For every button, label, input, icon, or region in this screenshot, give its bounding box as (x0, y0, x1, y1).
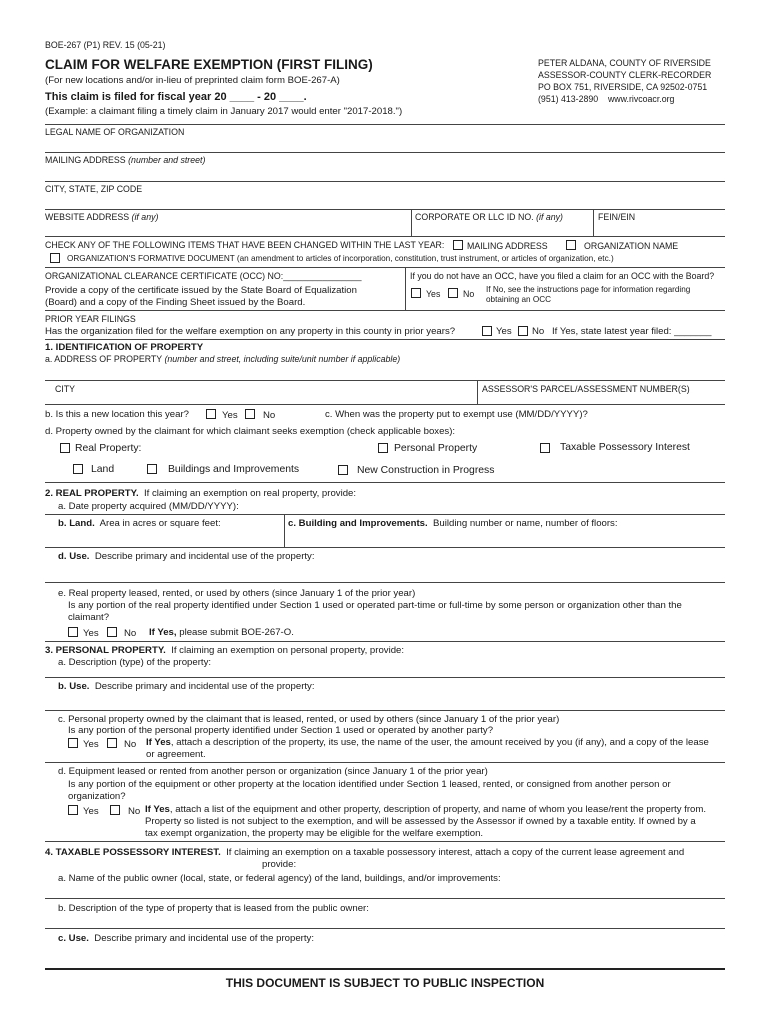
public-owner-field[interactable] (45, 885, 725, 897)
equipment-leased-if-yes: If Yes, attach a list of the equipment and other property, description of property, and name of whom you lease/rent the property from. (145, 804, 707, 815)
section2-heading: 2. REAL PROPERTY. If claiming an exemption on real property, provide: (45, 488, 357, 499)
divider (45, 124, 725, 125)
website-label: WEBSITE ADDRESS (if any) (45, 212, 159, 222)
agency-line1: PETER ALDANA, COUNTY OF RIVERSIDE (538, 58, 711, 68)
section3-heading: 3. PERSONAL PROPERTY. If claiming an exemption on personal property, provide: (45, 645, 405, 656)
new-location-no-label: No (263, 410, 276, 421)
legal-name-field[interactable] (45, 138, 725, 151)
possessory-use-field[interactable] (45, 945, 725, 967)
property-address-field[interactable] (45, 365, 725, 379)
possessory-use-label: c. Use. Describe primary and incidental use of the property: (58, 933, 314, 944)
buildings-label: Buildings and Improvements (168, 464, 300, 475)
new-location-yes-label: Yes (222, 410, 238, 421)
occ-yes-label: Yes (426, 289, 441, 299)
occ-yes-checkbox[interactable] (411, 288, 421, 298)
taxable-possessory-label: Taxable Possessory Interest (560, 442, 690, 453)
prior-year-no-checkbox[interactable] (518, 326, 528, 336)
new-location-question: b. Is this a new location this year? (45, 409, 189, 420)
agency-block (538, 57, 711, 105)
personal-use-field[interactable] (45, 693, 725, 709)
equipment-leased-yes-checkbox[interactable] (68, 805, 78, 815)
formative-doc-changed-label: ORGANIZATION'S FORMATIVE DOCUMENT (an amendment to articles of incorporation, constitution, trust instrument, or articles of organization, etc.) (67, 254, 614, 263)
real-leased-if-yes: If Yes, please submit BOE-267-O. (149, 627, 294, 638)
mailing-address-field[interactable] (45, 166, 725, 180)
mailing-address-changed-label: MAILING ADDRESS (467, 241, 548, 251)
real-property-label: Real Property: (75, 443, 142, 454)
prior-year-latest: If Yes, state latest year filed: _______ (552, 326, 712, 337)
equipment-leased-line1: d. Equipment leased or rented from another person or organization (since January 1 of the prior year) (58, 766, 488, 777)
form-title: CLAIM FOR WELFARE EXEMPTION (FIRST FILING) (45, 57, 373, 72)
agency-line3: PO BOX 751, RIVERSIDE, CA 92502-0751 (538, 82, 708, 92)
real-leased-line3: claimant? (68, 612, 110, 623)
prior-year-yes-label: Yes (496, 326, 512, 337)
prior-year-yes-checkbox[interactable] (482, 326, 492, 336)
org-name-changed-checkbox[interactable] (566, 240, 576, 250)
occ-number-label: ORGANIZATIONAL CLEARANCE CERTIFICATE (OCC) NO:________________ (45, 271, 362, 281)
real-property-checkbox[interactable] (60, 443, 70, 453)
mailing-address-label: MAILING ADDRESS (number and street) (45, 155, 206, 165)
prior-year-no-label: No (532, 326, 545, 337)
building-improvements-label: c. Building and Improvements. Building number or name, number of floors: (288, 518, 618, 529)
prior-year-question: Has the organization filed for the welfare exemption on any property in this county in prior years? (45, 326, 456, 337)
occ-question: If you do not have an OCC, have you filed a claim for an OCC with the Board? (410, 271, 715, 281)
real-leased-yes-label: Yes (83, 628, 99, 639)
fiscal-year-example: (Example: a claimant filing a timely claim in January 2017 would enter "2017-2018.") (45, 106, 403, 117)
personal-leased-line1: c. Personal property owned by the claimant that is leased, rented, or used by others (since January 1 of the prior year) (58, 714, 560, 725)
exempt-use-date-question: c. When was the property put to exempt use (MM/DD/YYYY)? (325, 409, 588, 420)
personal-use-label: b. Use. Describe primary and incidental use of the property: (58, 681, 315, 692)
personal-property-checkbox[interactable] (378, 443, 388, 453)
owned-property-question: d. Property owned by the claimant for which claimant seeks exemption (check applicable boxes): (45, 426, 456, 437)
mailing-address-changed-checkbox[interactable] (453, 240, 463, 250)
corporate-id-label: CORPORATE OR LLC ID NO. (if any) (415, 212, 563, 222)
personal-property-label: Personal Property (394, 443, 478, 454)
equipment-leased-line3: organization? (68, 791, 126, 802)
agency-website[interactable]: www.rivcoacr.org (607, 94, 675, 104)
apn-label: ASSESSOR'S PARCEL/ASSESSMENT NUMBER(S) (482, 384, 690, 394)
changes-prompt: CHECK ANY OF THE FOLLOWING ITEMS THAT HAVE BEEN CHANGED WITHIN THE LAST YEAR: (45, 240, 445, 250)
footer-rule (45, 968, 725, 970)
section4-heading-cont: provide: (262, 859, 297, 870)
equipment-leased-yes-label: Yes (83, 806, 99, 817)
personal-leased-no-label: No (124, 739, 137, 750)
personal-leased-no-checkbox[interactable] (107, 738, 117, 748)
real-use-field[interactable] (45, 563, 725, 581)
equipment-leased-cont1: Property so listed is not subject to the exemption, and will be assessed by the Assessor if owned by a taxable entity. If owned by a (145, 816, 696, 827)
equipment-leased-cont2: tax exempt organization, the property may be eligible for the welfare exemption. (145, 828, 484, 839)
formative-doc-changed-checkbox[interactable] (50, 253, 60, 263)
real-use-label: d. Use. Describe primary and incidental use of the property: (58, 551, 315, 562)
land-label: Land (91, 464, 115, 475)
date-acquired-field[interactable] (250, 500, 725, 512)
land-area-label: b. Land. Area in acres or square feet: (58, 518, 221, 529)
new-location-no-checkbox[interactable] (245, 409, 255, 419)
section1-heading: 1. IDENTIFICATION OF PROPERTY (45, 342, 204, 353)
property-city-label: CITY (55, 384, 76, 394)
occ-no-label: No (463, 289, 475, 299)
personal-leased-yes-checkbox[interactable] (68, 738, 78, 748)
equipment-leased-no-checkbox[interactable] (110, 805, 120, 815)
agency-phone: (951) 413-2890 (538, 94, 599, 104)
real-leased-no-checkbox[interactable] (107, 627, 117, 637)
taxable-possessory-checkbox[interactable] (540, 443, 550, 453)
occ-provide-line1: Provide a copy of the certificate issued by the State Board of Equalization (45, 285, 357, 296)
leased-property-type-label: b. Description of the type of property that is leased from the public owner: (58, 903, 369, 914)
fiscal-year-line: This claim is filed for fiscal year 20 ____ - 20 ____. (45, 91, 307, 103)
prior-year-heading: PRIOR YEAR FILINGS (45, 314, 136, 324)
equipment-leased-line2: Is any portion of the equipment or other property at the location identified under Section 1 leased, rented, or consigned from another person or (68, 779, 671, 790)
fein-label: FEIN/EIN (598, 212, 636, 222)
personal-description-field[interactable] (45, 668, 725, 676)
real-leased-line1: e. Real property leased, rented, or used by others (since January 1 of the prior year) (58, 588, 416, 599)
new-construction-label: New Construction in Progress (357, 465, 495, 476)
real-leased-yes-checkbox[interactable] (68, 627, 78, 637)
city-state-zip-field[interactable] (45, 195, 725, 209)
personal-leased-line2: Is any portion of the personal property identified under Section 1 used or operated by another party? (68, 725, 494, 736)
buildings-checkbox[interactable] (147, 464, 157, 474)
form-number: BOE-267 (P1) REV. 15 (05-21) (45, 40, 166, 50)
form-subtitle: (For new locations and/or in-lieu of preprinted claim form BOE-267-A) (45, 75, 340, 86)
agency-line2: ASSESSOR-COUNTY CLERK-RECORDER (538, 70, 712, 80)
legal-name-label: LEGAL NAME OF ORGANIZATION (45, 127, 185, 137)
new-construction-checkbox[interactable] (338, 465, 348, 475)
personal-description-label: a. Description (type) of the property: (58, 657, 212, 668)
org-name-changed-label: ORGANIZATION NAME (584, 241, 679, 251)
personal-leased-if-yes: If Yes, attach a description of the property, its use, the name of the user, the amount received by you (if any), and a copy of the lease (146, 737, 709, 748)
real-leased-line2: Is any portion of the real property identified under Section 1 used or operated part-time or full-time by some person or organization other than the (68, 600, 682, 611)
section4-heading: 4. TAXABLE POSSESSORY INTEREST. If claiming an exemption on a taxable possessory interest, attach a copy of the current lease agreement and (45, 847, 685, 858)
equipment-leased-no-label: No (128, 806, 141, 817)
public-owner-label: a. Name of the public owner (local, state, or federal agency) of the land, buildings, and/or improvements: (58, 873, 501, 884)
personal-leased-yes-label: Yes (83, 739, 99, 750)
occ-provide-line2: (Board) and a copy of the Finding Sheet issued by the Board. (45, 297, 306, 308)
land-checkbox[interactable] (73, 464, 83, 474)
personal-leased-if-yes-cont: or agreement. (146, 749, 206, 760)
date-acquired-label: a. Date property acquired (MM/DD/YYYY): (58, 501, 239, 512)
public-inspection-notice: THIS DOCUMENT IS SUBJECT TO PUBLIC INSPECTION (225, 976, 545, 990)
new-location-yes-checkbox[interactable] (206, 409, 216, 419)
leased-property-type-field[interactable] (45, 915, 725, 927)
real-leased-no-label: No (124, 628, 137, 639)
occ-no-checkbox[interactable] (448, 288, 458, 298)
city-state-zip-label: CITY, STATE, ZIP CODE (45, 184, 143, 194)
occ-note: If No, see the instructions page for information regarding obtaining an OCC (486, 285, 691, 304)
property-address-label: a. ADDRESS OF PROPERTY (number and street, including suite/unit number if applicable) (45, 354, 401, 364)
